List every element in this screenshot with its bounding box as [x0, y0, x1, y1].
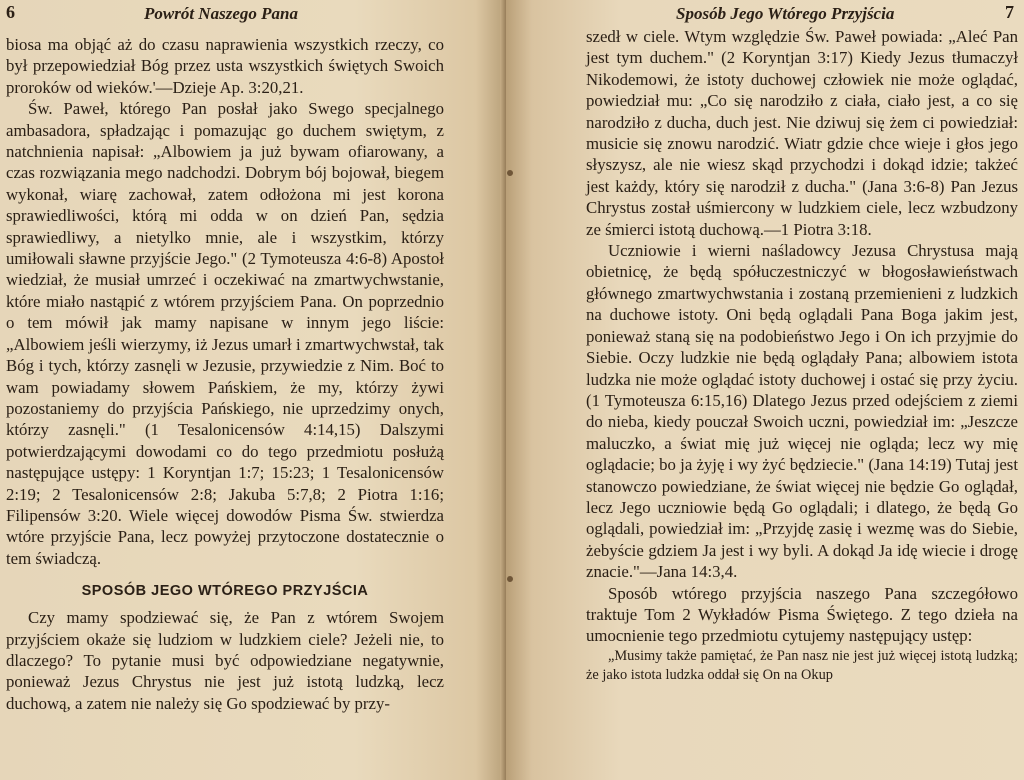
left-page-number: 6 [6, 2, 15, 22]
left-paragraph-1: biosa ma objąć aż do czasu naprawienia wszystkich rzeczy, co był przepowiedział Bóg przez usta wszystkich świętych Swoich proroków od wieków.'—Dzieje Ap. 3:20,21. [6, 35, 444, 97]
right-paragraph-1: szedł w ciele. Wtym względzie Św. Paweł powiada: „Aleć Pan jest tym duchem." (2 Koryntjan 3:17) Kiedy Jezus tłumaczył Nikodemowi, że istoty duchowej człowiek nie może oglądać, powiedział mu: „Co się narodziło z ciała, ciało jest, a co się narodziło z ducha, duch jest. Nie dziwuj się żem ci powiedział: musicie się znowu narodzić. Wiatr gdzie chce wieje i głos jego słyszysz, ale nie wiesz skąd przychodzi i dokąd idzie; takżeć jest każdy, który się narodził z ducha." (Jana 3:6-8) Pan Jezus Chrystus został uśmiercony w ludzkiem ciele, lecz wzbudzony ze śmierci istotą duchową.—1 Piotra 3:18. [586, 27, 1018, 239]
right-running-title: Sposób Jego Wtórego Przyjścia [676, 4, 895, 23]
right-quote: „Musimy także pamiętać, że Pan nasz nie jest już więcej istotą ludzką; że jako istota ludzka oddał się On na Okup [586, 647, 1018, 683]
binding-hole [507, 170, 513, 176]
left-page [0, 0, 506, 780]
left-page-header [6, 0, 444, 34]
right-page-header [586, 0, 1018, 34]
section-heading: SPOSÓB JEGO WTÓREGO PRZYJŚCIA [81, 583, 369, 600]
right-paragraph-3: Sposób wtórego przyjścia naszego Pana szczegółowo traktuje Tom 2 Wykładów Pisma Świętego. Z tego dzieła na umocnienie tego przedmiotu cytujemy następujący ustęp: [586, 583, 1018, 646]
right-page [506, 0, 1024, 780]
binding-hole [507, 576, 513, 582]
left-section-paragraph: Czy mamy spodziewać się, że Pan z wtórem Swojem przyjściem okaże się ludziom w ludzkiem ciele? Jeżeli nie, to dlaczego? To pytanie musi być odpowiedziane negatywnie, ponieważ Jezus Chrystus nie jest już istotą ludzką, lecz duchową, a zatem nie należy się Go spodziewać by przy- [6, 608, 444, 713]
left-running-title: Powrót Naszego Pana [144, 4, 298, 23]
right-paragraph-2: Uczniowie i wierni naśladowcy Jezusa Chrystusa mają obietnicę, że będą spółuczestniczyć w błogosławieństwach głównego zmartwychwstania i zostaną przemienieni z ludzkich na duchowe istoty. Oni będą oglądali Pana Boga jakim jest, ponieważ staną się na podobieństwo Jego i On ich przyjmie do Siebie. Oczy ludzkie nie będą oglądały Pana; albowiem istota ludzka nie może oglądać istoty duchowej i ostać się przy życiu. (1 Tymoteusza 6:15,16) Dlatego Jezus przed odejściem z ziemi do nieba, kiedy pouczał Swoich uczni, powiedział im: „Jeszcze maluczko, a świat mię już więcej nie ogląda; lecz wy mię oglądacie; bo ja żyję i wy żyć będziecie." (Jana 14:19) Tutaj jest stanowczo powiedziane, że świat więcej nie będzie Go oglądał, lecz Jego uczniowie będą Go oglądali; i dlatego, że będą Go oglądali, powiedział im: „Przyjdę zasię i wezmę was do Siebie, żebyście gdziem Ja jest i wy byli. A dokąd Ja idę wiecie i drogę znacie."—Jana 14:3,4. [586, 241, 1018, 582]
left-paragraph-2: Św. Paweł, którego Pan posłał jako Swego specjalnego ambasadora, spładzając i pomazując go duchem swiętym, z natchnienia napisał: „Albowiem ja już bywam ofiarowany, a czas rozwiązania mego nadchodzi. Dobrym bój bojował, biegem wykonał, wiarę zachował, zatem odłożona mi jest korona sprawiedliwości, którą mi odda w on dzień Pan, sędzia sprawiedliwy, a nietylko mnie, ale i wszystkim, którzy umiłowali sławne przyjście Jego." (2 Tymoteusza 4:6-8) Apostoł wiedział, że musiał umrzeć i oczekiwać na zmartwychwstanie, które miało nastąpić z wtórem przyjściem Pana. On poprzednio o tem mówił jak mamy napisane w innym jego liście: „Albowiem jeśli wierzymy, iż Jezus umarł i zmartwychwstał, tak Bóg i tych, którzy zasnęli w Jezusie, przywiedzie z Nim. Boć to wam powiadamy słowem Pańskiem, że my, którzy żywi pozostaniemy do przyjścia Pańskiego, nie uprzedzimy onych, którzy zasnęli." (1 Tesalonicensów 4:14,15) Dalszymi potwierdzającymi dowodami co do tego przedmiotu posłużą następujące ustępy: 1 Koryntjan 1:7; 15:23; 1 Tesalonicensów 2:19; 2 Tesalonicensów 2:8; Jakuba 5:7,8; 2 Piotra 1:16; Filipensów 3:20. Wiele więcej dowodów Pisma Św. stwierdza wtóre przyjście Pana, lecz powyżej przytoczone dostatecznie o tem świadczą. [6, 99, 444, 568]
right-page-number: 7 [1005, 2, 1014, 22]
